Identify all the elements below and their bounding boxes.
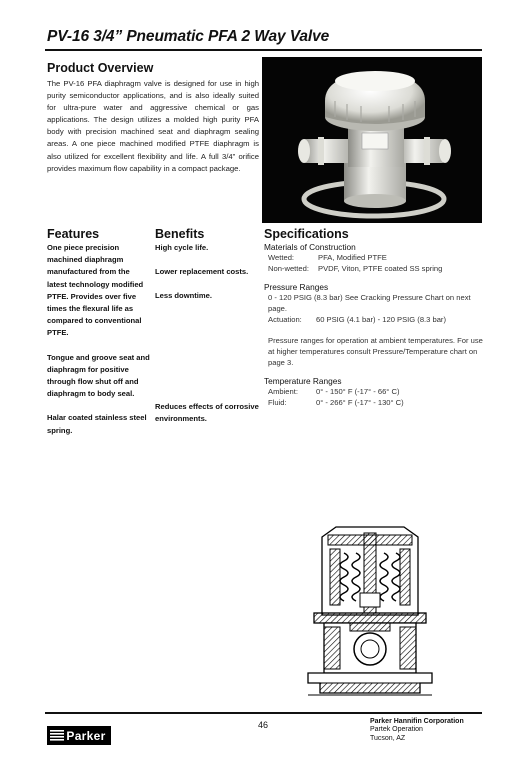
spec-row-wetted: [264, 252, 484, 263]
spec-label: Ambient:: [268, 387, 298, 396]
footer-rule: [45, 712, 482, 714]
company-info: [370, 718, 464, 743]
spec-row-ambient: [264, 386, 484, 397]
spec-row-actuation: [264, 314, 484, 325]
pressure-range: 0 - 120 PSIG (8.3 bar) See Cracking Pressure Chart on next page.: [268, 293, 471, 313]
company-division: Partek Operation: [370, 726, 423, 734]
spec-row-fluid: [264, 397, 484, 408]
specifications-block: [264, 242, 484, 408]
benefits-list: [155, 242, 259, 437]
spec-label: Wetted:: [268, 253, 295, 262]
temperature-heading: Temperature Ranges: [264, 376, 342, 386]
feature-item: Tongue and groove seat and diaphragm for positive through flow shut off and diaphragm to body seal.: [47, 352, 150, 399]
pressure-heading: Pressure Ranges: [264, 282, 329, 292]
overview-text: The PV-16 PFA diaphragm valve is designed for use in high purity semiconductor applications, and is also ideally suited for ultra-pure water and aggressive chemical or gas applications. The design utilizes a molded high purity PFA body with precision machined seat and diaphragm sealing areas. A one piece machined modified PTFE diaphragm is also utilized for excellent flexibility and life. A full 3/4” orifice provides maximum flow capability in a compact package.: [47, 79, 259, 173]
spec-value: 60 PSIG (4.1 bar) - 120 PSIG (8.3 bar): [316, 315, 446, 324]
features-heading: Features: [47, 227, 100, 241]
spec-value: 0° - 266° F (-17° - 130° C): [316, 398, 404, 407]
company-name: Parker Hannifin Corporation: [370, 718, 464, 725]
benefits-heading: Benefits: [155, 227, 205, 241]
page-title: PV-16 3/4” Pneumatic PFA 2 Way Valve: [47, 28, 330, 45]
spec-value: 0° - 150° F (-17° - 66° C): [316, 387, 400, 396]
specifications-heading: Specifications: [264, 227, 349, 241]
spec-value: PVDF, Viton, PTFE coated SS spring: [318, 264, 443, 273]
features-list: [47, 242, 151, 449]
spec-value: PFA, Modified PTFE: [318, 253, 387, 262]
spec-row-nonwetted: [264, 263, 484, 274]
pressure-note: Pressure ranges for operation at ambient temperatures. For use at higher temperatures consult Pressure/Temperature chart on page 3.: [268, 336, 483, 367]
valve-photo: [262, 57, 482, 223]
parker-logo-text: Parker: [66, 728, 106, 743]
valve-cross-section-drawing: [300, 523, 440, 701]
benefit-item: High cycle life.: [155, 243, 209, 252]
overview-heading: Product Overview: [47, 61, 154, 75]
feature-item: One piece precision machined diaphragm manufactured from the latest technology modified PTFE. Provides over five times the flexural life as compared to conventional PTFE.: [47, 243, 144, 338]
spec-label: Non-wetted:: [268, 264, 309, 273]
spec-label: Actuation:: [268, 315, 302, 324]
header-rule: [45, 49, 482, 51]
parker-logo-mark-icon: [50, 730, 64, 741]
company-location: Tucson, AZ: [370, 734, 406, 742]
materials-heading: Materials of Construction: [264, 242, 356, 252]
feature-item: Halar coated stainless steel spring.: [47, 413, 147, 435]
benefit-item: Lower replacement costs.: [155, 267, 249, 277]
spec-label: Fluid:: [268, 398, 287, 407]
benefit-item: Less downtime.: [155, 291, 212, 301]
parker-logo: [47, 726, 111, 745]
benefit-item: Reduces effects of corrosive environments.: [155, 401, 259, 423]
page-number: 46: [258, 720, 269, 730]
